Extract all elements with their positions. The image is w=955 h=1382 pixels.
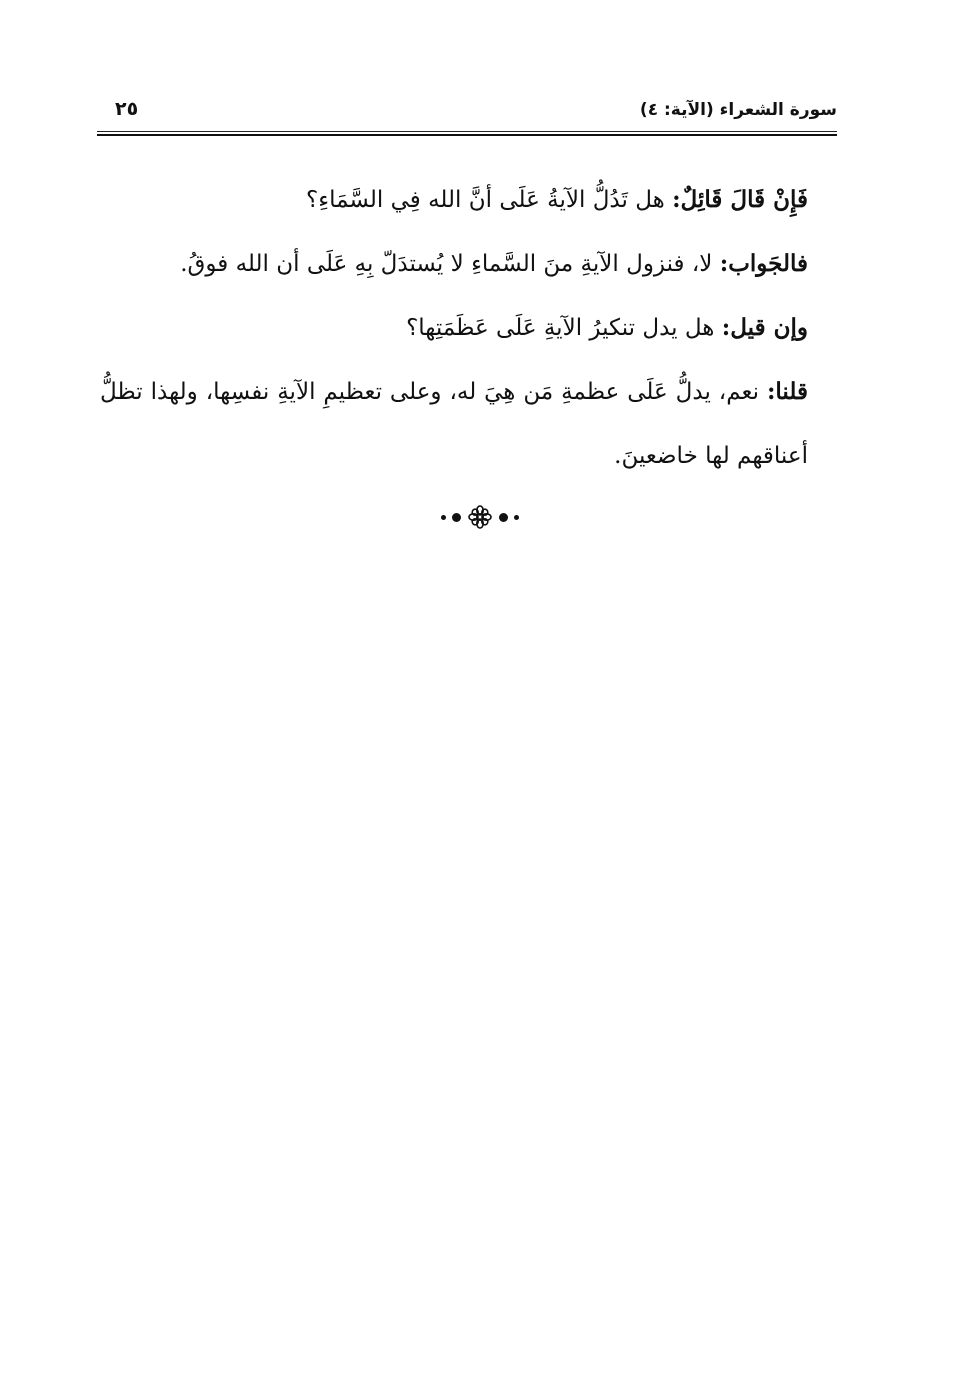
paragraph-text: هل يدل تنكيرُ الآيةِ عَلَى عَظَمَتِها؟ xyxy=(406,315,722,341)
paragraph-lead: وإن قيل: xyxy=(721,314,808,341)
floral-divider-icon xyxy=(420,502,540,532)
paragraph-lead: قلنا: xyxy=(766,378,808,405)
dot-icon xyxy=(499,513,508,522)
page-header xyxy=(97,96,837,132)
body-text xyxy=(100,168,808,488)
dot-icon xyxy=(452,513,461,522)
paragraph xyxy=(100,360,808,488)
paragraph-text: هل تَدُلُّ الآيةُ عَلَى أنَّ الله فِي السَّمَاءِ؟ xyxy=(306,187,673,213)
page-number: ٢٥ xyxy=(115,98,139,120)
running-title: سورة الشعراء (الآية: ٤) xyxy=(639,100,837,120)
paragraph-text: لا، فنزول الآيةِ منَ السَّماءِ لا يُستدَلّ بِهِ عَلَى أن الله فوقُ. xyxy=(180,251,720,277)
paragraph xyxy=(100,296,808,360)
header-rule-thick xyxy=(97,134,837,136)
small-dot-icon xyxy=(441,515,446,520)
paragraph-lead: فالجَواب: xyxy=(719,250,808,277)
paragraph-text: نعم، يدلُّ عَلَى عظمةِ مَن هِيَ له، وعلى تعظيمِ الآيةِ نفسِها، ولهذا تظلُّ أعناقهم لها خاضعينَ. xyxy=(100,379,808,469)
header-rule-thin xyxy=(97,131,837,132)
paragraph xyxy=(100,232,808,296)
small-dot-icon xyxy=(514,515,519,520)
flower-icon xyxy=(467,504,493,530)
paragraph-lead: فَإِنْ قَالَ قَائِلٌ: xyxy=(672,186,808,213)
paragraph xyxy=(100,168,808,232)
